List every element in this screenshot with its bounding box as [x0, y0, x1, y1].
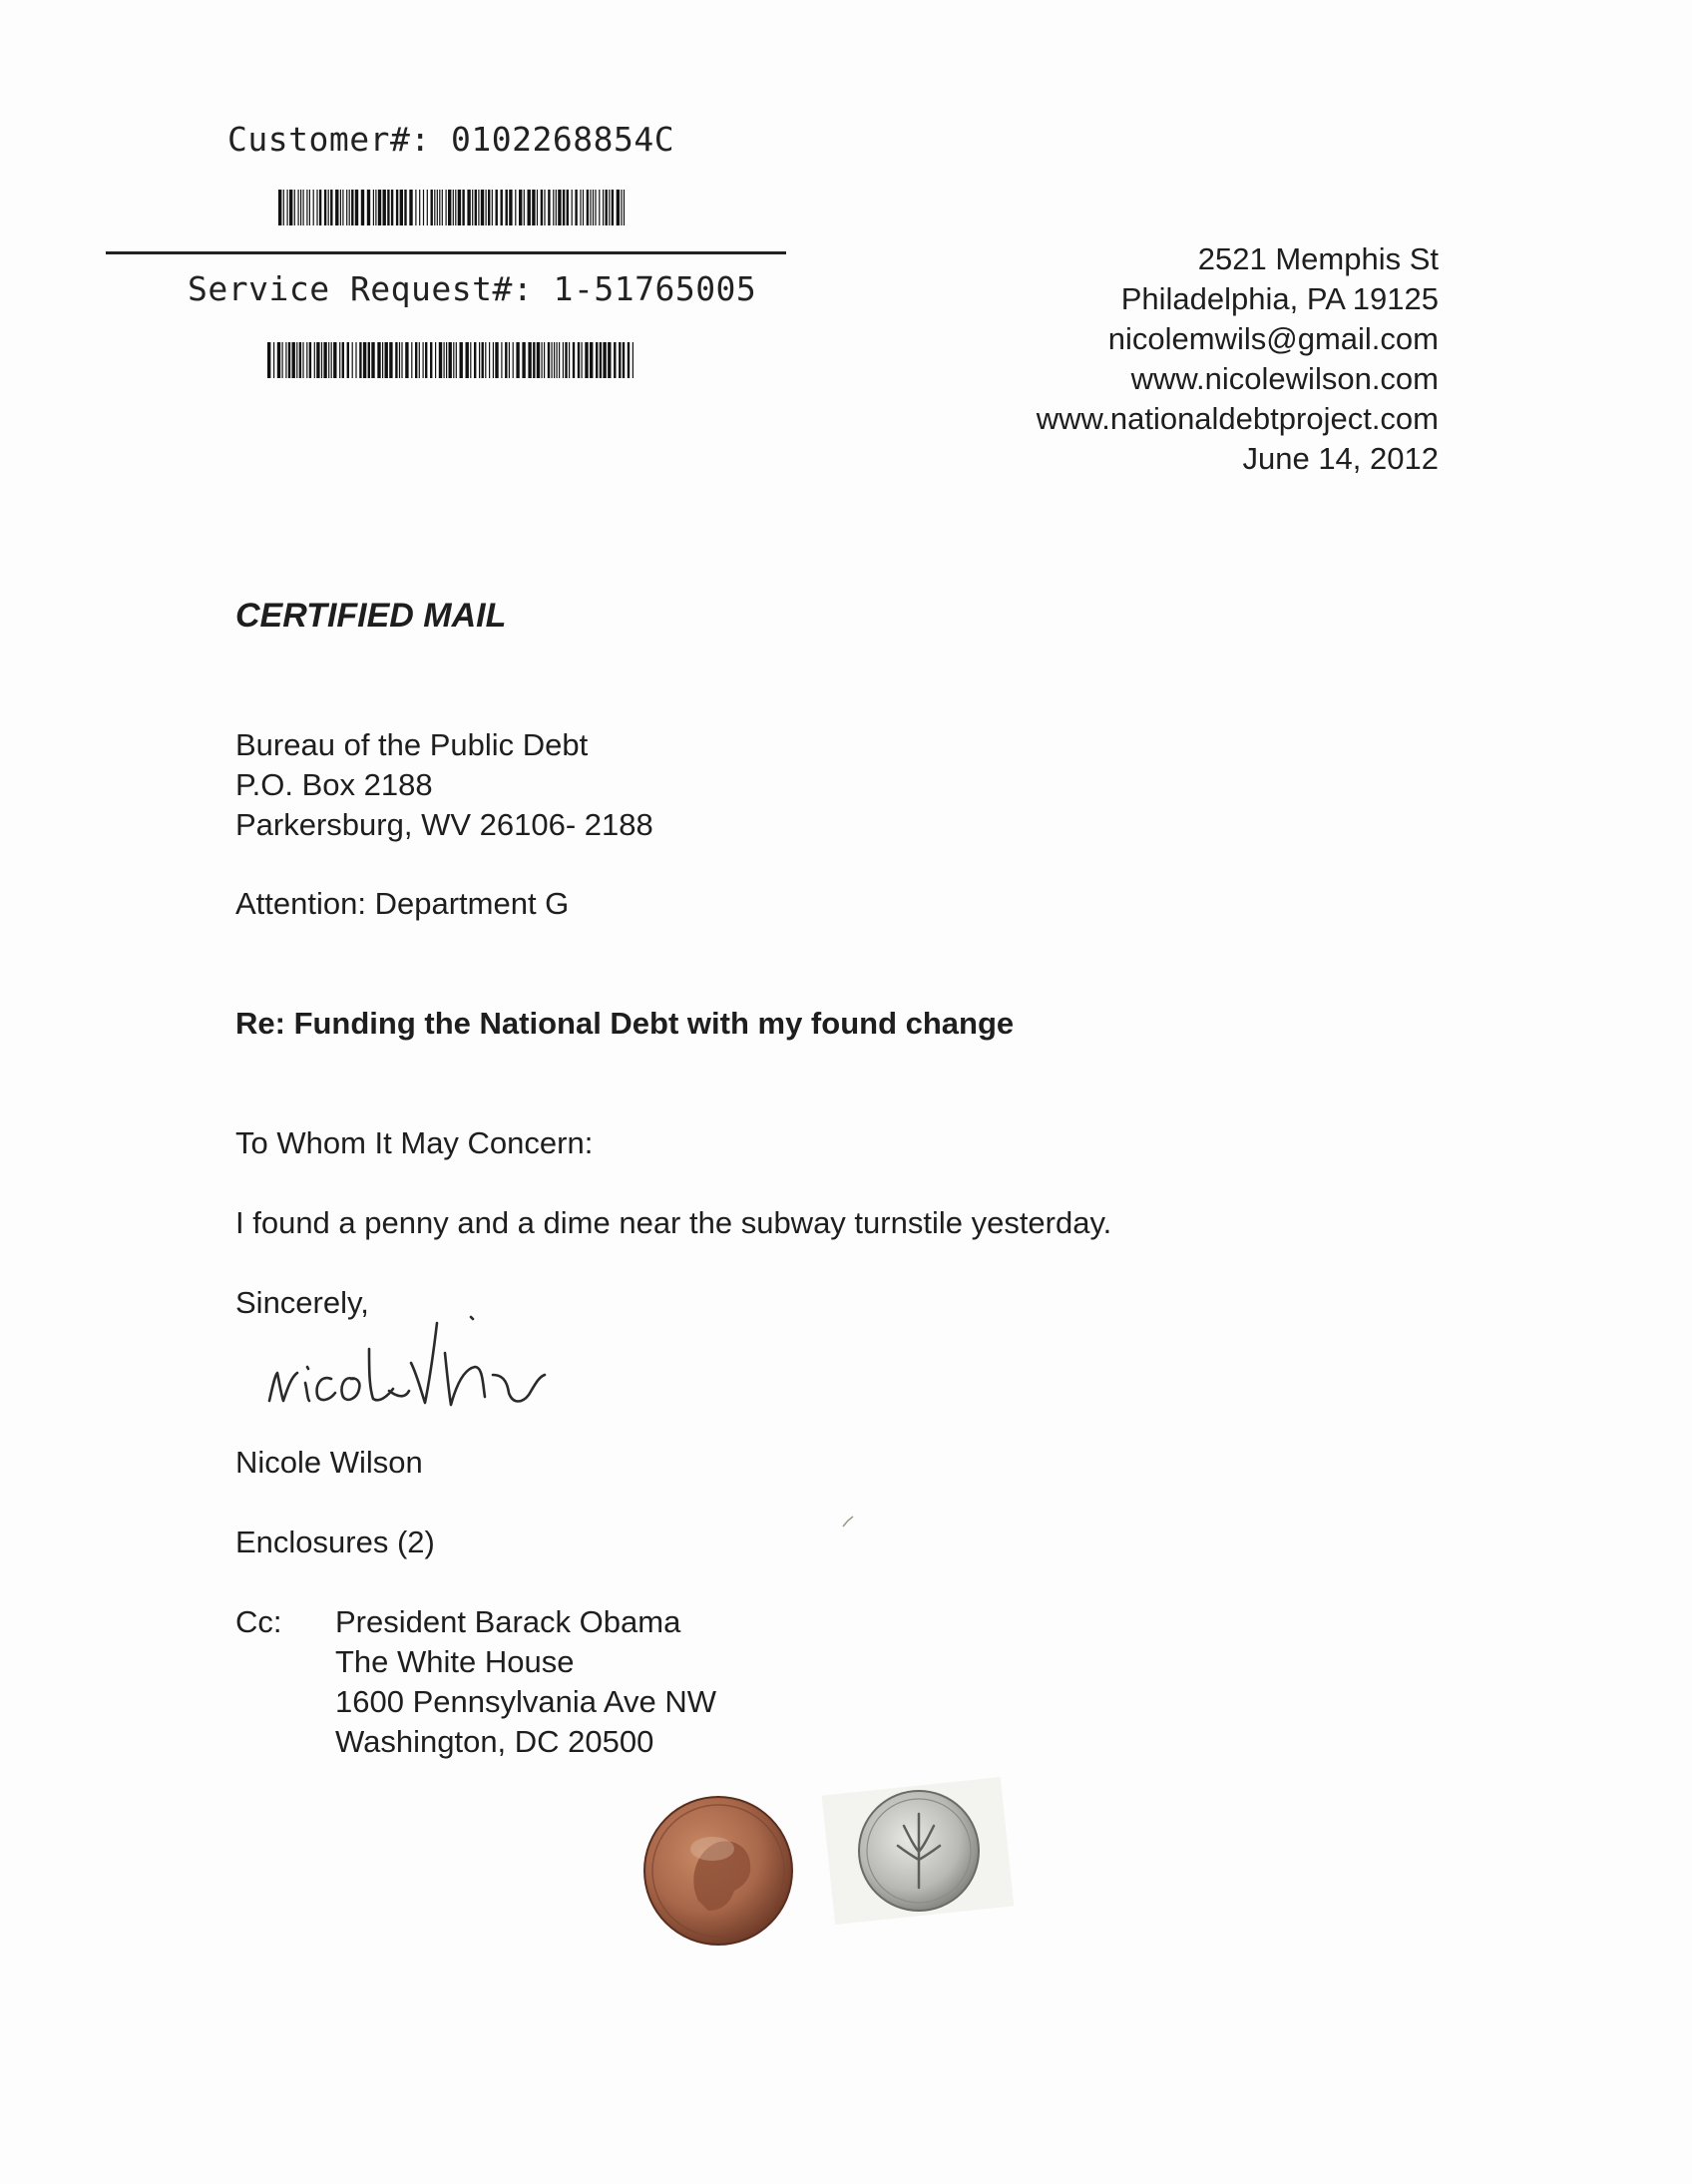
service-request-number: Service Request#: 1-51765005 [188, 269, 757, 308]
sender-website: www.nicolewilson.com [1130, 361, 1439, 396]
barcode-bar [352, 342, 353, 378]
barcode-bar [600, 342, 602, 378]
barcode-bar [567, 190, 569, 225]
dime-coin-image [854, 1786, 984, 1916]
sender-project-website: www.nationaldebtproject.com [1036, 401, 1439, 436]
barcode-bar [309, 190, 310, 225]
barcode-bar [316, 342, 319, 378]
barcode-bar [603, 190, 604, 225]
barcode-bar [298, 190, 299, 225]
barcode-bar [425, 342, 427, 378]
barcode-bar [368, 342, 370, 378]
barcode-bar [395, 342, 397, 378]
barcode-bar [347, 342, 349, 378]
cc-building: The White House [335, 1644, 575, 1679]
barcode-bar [458, 190, 461, 225]
barcode-bar [411, 342, 412, 378]
barcode-bar [509, 342, 510, 378]
barcode-bar [439, 190, 440, 225]
barcode-bar [299, 342, 301, 378]
barcode-bar [460, 342, 463, 378]
barcode-bar [287, 190, 288, 225]
barcode-bar [355, 190, 358, 225]
attention-line: Attention: Department G [235, 886, 570, 921]
barcode-bar [373, 190, 374, 225]
barcode-bar [478, 190, 479, 225]
barcode-bar [633, 342, 634, 378]
barcode-bar [606, 190, 608, 225]
barcode-bar [501, 190, 503, 225]
barcode-bar [342, 342, 344, 378]
barcode-bar [324, 190, 326, 225]
barcode-bar [515, 190, 516, 225]
barcode-bar [488, 190, 490, 225]
barcode-bar [612, 190, 614, 225]
barcode-bar [346, 190, 347, 225]
barcode-bar [466, 342, 469, 378]
barcode-bar [522, 342, 525, 378]
barcode-bar [294, 190, 295, 225]
barcode-bar [578, 342, 580, 378]
barcode-bar [493, 342, 494, 378]
barcode-bar [333, 342, 336, 378]
barcode-bar [590, 342, 593, 378]
barcode-bar [355, 342, 356, 378]
barcode-bar [558, 190, 561, 225]
barcode-bar [361, 190, 364, 225]
barcode-bar [485, 342, 486, 378]
barcode-bar [619, 342, 621, 378]
customer-number: Customer#: 0102268854C [227, 120, 675, 159]
barcode-bar [430, 342, 432, 378]
barcode-bar [596, 342, 598, 378]
recipient-address-block [235, 725, 653, 845]
barcode-bar [563, 342, 564, 378]
cc-name: President Barack Obama [335, 1604, 681, 1639]
recipient-city: Parkersburg, WV 26106- 2188 [235, 807, 653, 842]
barcode-bar [482, 342, 484, 378]
sender-address-block [880, 239, 1439, 479]
barcode-bar [342, 190, 343, 225]
cc-city: Washington, DC 20500 [335, 1724, 654, 1759]
barcode-bar [382, 342, 383, 378]
barcode-bar [587, 190, 589, 225]
sender-street: 2521 Memphis St [1197, 241, 1439, 276]
barcode-bar [572, 190, 573, 225]
barcode-bar [431, 190, 433, 225]
barcode-bar [339, 342, 340, 378]
barcode-bar [533, 342, 535, 378]
barcode-bar [516, 342, 519, 378]
barcode-bar [495, 342, 498, 378]
barcode-bar [435, 342, 436, 378]
recipient-name: Bureau of the Public Debt [235, 727, 589, 762]
barcode-bar [593, 190, 594, 225]
barcode-bar [367, 190, 370, 225]
barcode-bar [462, 190, 464, 225]
cc-street: 1600 Pennsylvania Ave NW [335, 1684, 716, 1719]
sender-city: Philadelphia, PA 19125 [1120, 281, 1439, 316]
barcode-bar [541, 190, 543, 225]
barcode-bar [277, 342, 280, 378]
closing: Sincerely, [235, 1285, 369, 1320]
barcode-bar [439, 342, 442, 378]
barcode-bar [446, 342, 447, 378]
barcode-bar [575, 190, 577, 225]
barcode-bar [453, 190, 454, 225]
barcode-bar [519, 190, 522, 225]
barcode-bar [449, 342, 452, 378]
barcode-bar [351, 190, 353, 225]
barcode-bar [542, 342, 543, 378]
barcode-bar [456, 342, 457, 378]
barcode-bar [501, 342, 502, 378]
barcode-bar [585, 342, 588, 378]
barcode-bar [316, 190, 317, 225]
barcode-bar [292, 342, 295, 378]
barcode-bar [554, 342, 555, 378]
enclosures-note: Enclosures (2) [235, 1525, 435, 1559]
barcode-bar [328, 190, 329, 225]
barcode-bar [309, 342, 311, 378]
barcode-bar [330, 190, 332, 225]
barcode-bar [401, 342, 402, 378]
barcode-bar [321, 342, 322, 378]
cc-label: Cc: [235, 1604, 282, 1639]
barcode-bar [303, 190, 304, 225]
barcode-bar [481, 190, 484, 225]
barcode-bar [404, 190, 406, 225]
salutation: To Whom It May Concern: [235, 1125, 594, 1160]
handwritten-signature [261, 1313, 621, 1423]
barcode-bar [442, 190, 443, 225]
barcode-bar [283, 190, 284, 225]
barcode-bar [415, 190, 416, 225]
barcode-bar [489, 342, 490, 378]
barcode-bar [387, 190, 389, 225]
barcode-bar [419, 190, 420, 225]
signer-name: Nicole Wilson [235, 1445, 423, 1480]
header-divider [106, 251, 786, 254]
barcode-bar [479, 342, 480, 378]
barcode-bar [509, 190, 512, 225]
barcode-bar [377, 342, 380, 378]
barcode-bar [580, 190, 581, 225]
barcode-bar [378, 190, 381, 225]
barcode-bar [302, 342, 303, 378]
penny-coin-image [638, 1791, 798, 1951]
barcode-bar [359, 342, 361, 378]
barcode-bar [349, 190, 350, 225]
barcode-bar [472, 190, 473, 225]
barcode-bar [528, 190, 531, 225]
barcode-bar [505, 342, 507, 378]
barcode-bar [331, 342, 332, 378]
barcode-bar [446, 190, 447, 225]
barcode-bar [306, 342, 307, 378]
barcode-bar [396, 190, 398, 225]
barcode-bar [289, 190, 292, 225]
barcode-bar [273, 342, 274, 378]
barcode-bar [444, 342, 445, 378]
barcode-bar [389, 342, 392, 378]
barcode-bar [556, 190, 557, 225]
barcode-bar [453, 342, 454, 378]
letter-body: I found a penny and a dime near the subway turnstile yesterday. [235, 1205, 1112, 1240]
service-request-barcode [267, 342, 636, 378]
barcode-bar [434, 190, 435, 225]
barcode-bar [405, 342, 408, 378]
barcode-bar [609, 190, 610, 225]
barcode-bar [569, 342, 570, 378]
barcode-bar [474, 342, 476, 378]
barcode-bar [419, 342, 420, 378]
barcode-bar [537, 190, 538, 225]
barcode-bar [314, 342, 315, 378]
barcode-bar [475, 190, 477, 225]
barcode-bar [385, 342, 388, 378]
customer-barcode [278, 190, 628, 225]
barcode-bar [603, 342, 606, 378]
barcode-bar [423, 342, 424, 378]
barcode-bar [467, 190, 470, 225]
barcode-bar [582, 342, 583, 378]
barcode-bar [415, 342, 417, 378]
barcode-bar [537, 342, 540, 378]
barcode-bar [323, 342, 326, 378]
cc-address-block [335, 1602, 716, 1762]
barcode-bar [583, 190, 584, 225]
barcode-bar [313, 190, 314, 225]
subject-line: Re: Funding the National Debt with my found change [235, 1006, 1015, 1041]
certified-mail-heading: CERTIFIED MAIL [235, 597, 507, 635]
barcode-bar [470, 342, 471, 378]
barcode-bar [565, 342, 567, 378]
barcode-bar [455, 190, 456, 225]
barcode-bar [285, 342, 286, 378]
barcode-bar [524, 190, 525, 225]
barcode-bar [448, 190, 451, 225]
barcode-bar [335, 190, 338, 225]
barcode-bar [614, 342, 616, 378]
barcode-bar [328, 342, 329, 378]
barcode-bar [617, 190, 620, 225]
barcode-bar [573, 342, 575, 378]
barcode-bar [513, 342, 514, 378]
barcode-bar [423, 190, 424, 225]
recipient-po-box: P.O. Box 2188 [235, 767, 433, 802]
barcode-bar [409, 190, 412, 225]
barcode-bar [623, 342, 625, 378]
barcode-bar [267, 342, 270, 378]
barcode-bar [296, 342, 297, 378]
barcode-bar [548, 342, 550, 378]
barcode-bar [492, 190, 493, 225]
barcode-bar [400, 190, 403, 225]
barcode-bar [599, 190, 600, 225]
barcode-bar [288, 342, 290, 378]
barcode-bar [375, 190, 376, 225]
barcode-bar [621, 190, 622, 225]
barcode-bar [437, 190, 438, 225]
barcode-bar [595, 190, 596, 225]
barcode-bar [532, 190, 535, 225]
barcode-bar [340, 190, 341, 225]
barcode-bar [624, 190, 625, 225]
barcode-bar [427, 190, 428, 225]
barcode-bar [399, 342, 400, 378]
sender-email: nicolemwils@gmail.com [1107, 321, 1439, 356]
barcode-bar [548, 190, 550, 225]
barcode-bar [282, 342, 283, 378]
barcode-bar [590, 190, 591, 225]
barcode-bar [371, 342, 374, 378]
barcode-bar [300, 190, 301, 225]
barcode-bar [552, 342, 553, 378]
barcode-bar [278, 190, 281, 225]
barcode-bar [628, 342, 630, 378]
barcode-bar [486, 190, 487, 225]
barcode-bar [559, 342, 560, 378]
barcode-bar [319, 190, 321, 225]
barcode-bar [391, 190, 393, 225]
barcode-bar [496, 190, 498, 225]
barcode-bar [553, 190, 554, 225]
paper-speck [841, 1515, 855, 1529]
barcode-bar [383, 190, 386, 225]
letter-date: June 14, 2012 [1242, 441, 1439, 476]
barcode-bar [363, 342, 366, 378]
barcode-bar [506, 190, 508, 225]
barcode-bar [563, 190, 565, 225]
barcode-bar [544, 190, 545, 225]
barcode-bar [306, 190, 307, 225]
barcode-bar [608, 342, 611, 378]
barcode-bar [557, 342, 558, 378]
barcode-bar [544, 342, 545, 378]
barcode-bar [528, 342, 531, 378]
